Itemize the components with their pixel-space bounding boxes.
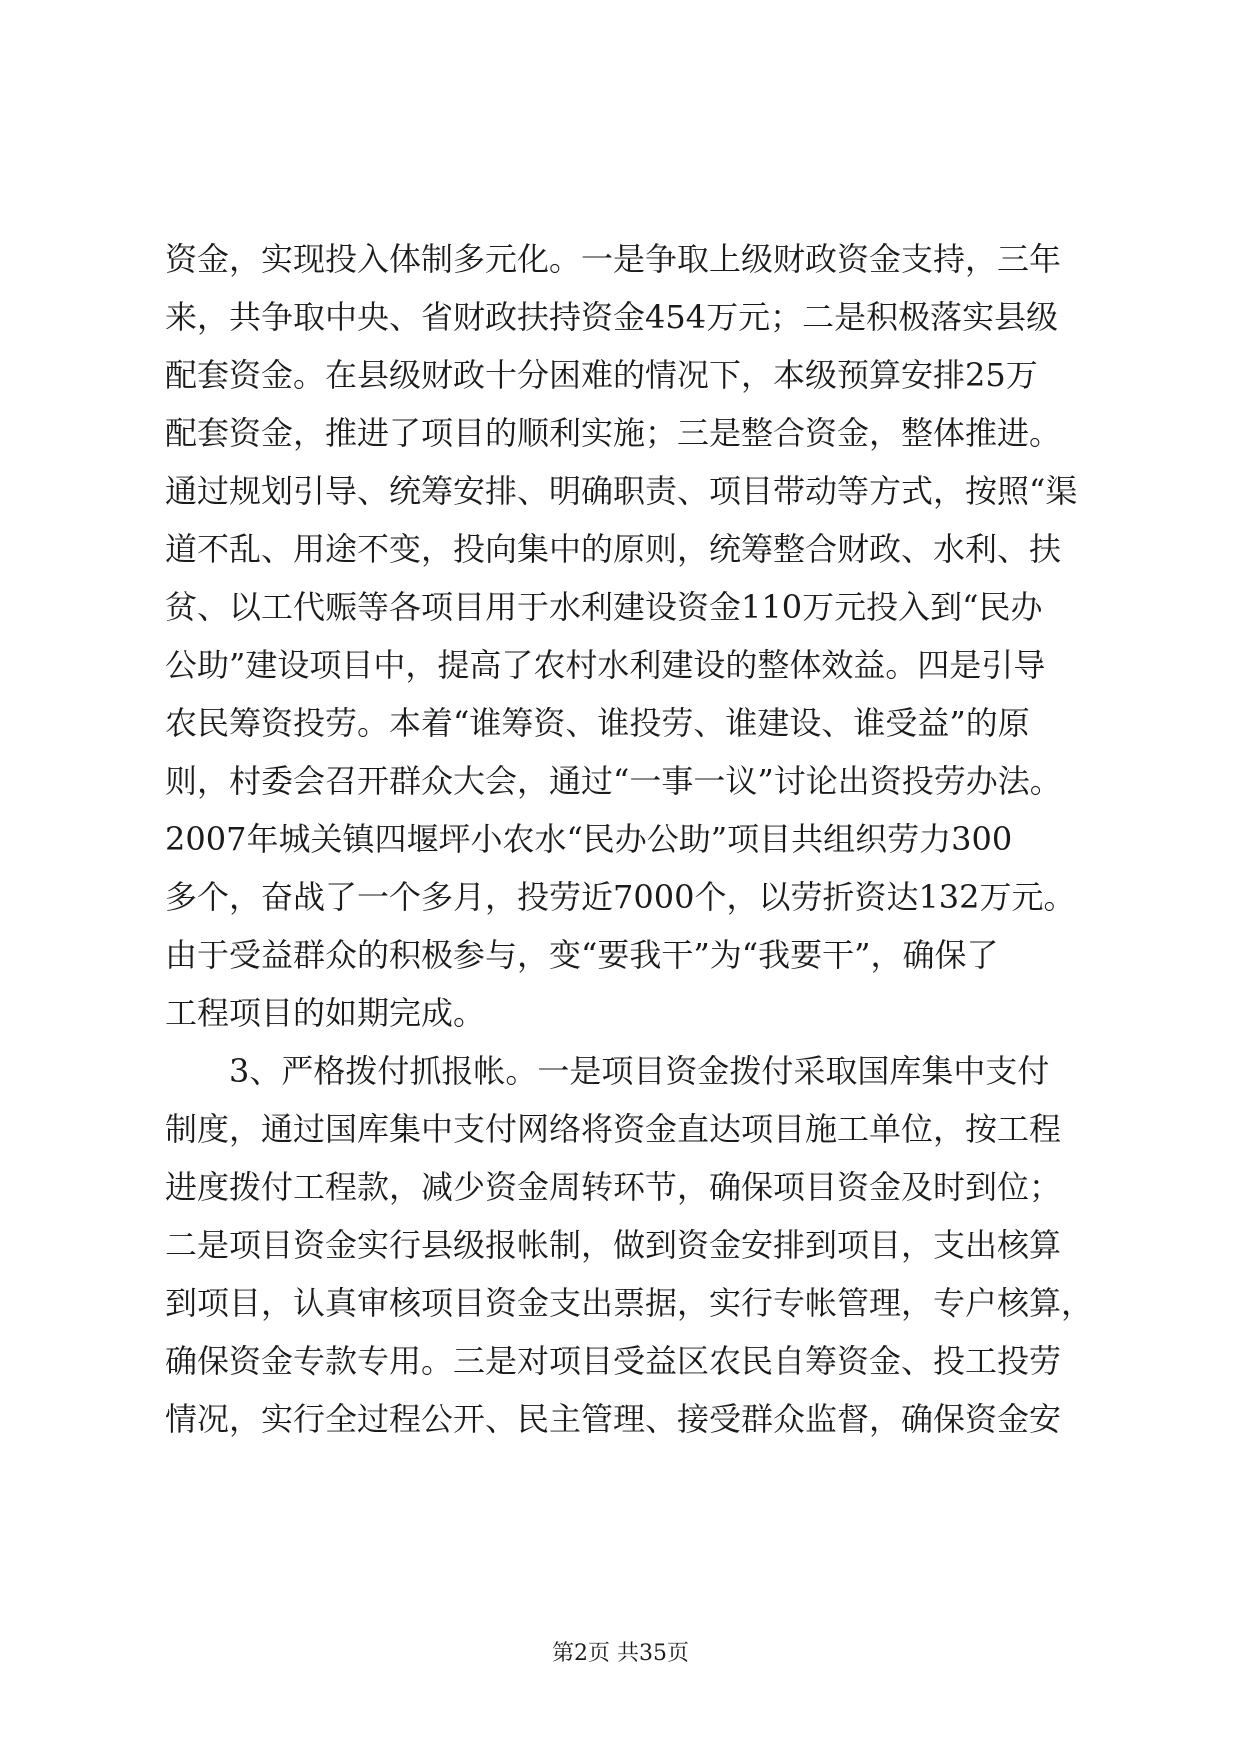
text-line: 进度拨付工程款，减少资金周转环节，确保项目资金及时到位； bbox=[165, 1168, 1062, 1206]
text-line: 贫、以工代赈等各项目用于水利建设资金110万元投入到“民办 bbox=[165, 588, 1043, 626]
paragraph-start-line: 3、严格拨付抓报帐。一是项目资金拨付采取国库集中支付 bbox=[229, 1052, 1050, 1090]
text-line: 道不乱、用途不变，投向集中的原则，统筹整合财政、水利、扶 bbox=[165, 530, 1062, 568]
text-line: 配套资金。在县级财政十分困难的情况下，本级预算安排25万 bbox=[165, 356, 1038, 394]
text-line: 多个，奋战了一个多月，投劳近7000个，以劳折资达132万元。 bbox=[165, 878, 1076, 916]
text-line: 制度，通过国库集中支付网络将资金直达项目施工单位，按工程 bbox=[165, 1110, 1062, 1148]
text-line: 配套资金，推进了项目的顺利实施；三是整合资金，整体推进。 bbox=[165, 414, 1062, 452]
page-number-footer: 第2页 共35页 bbox=[552, 1641, 689, 1666]
text-line: 二是项目资金实行县级报帐制，做到资金安排到项目，支出核算 bbox=[165, 1226, 1062, 1264]
text-line: 工程项目的如期完成。 bbox=[165, 994, 486, 1032]
text-line: 公助”建设项目中，提高了农村水利建设的整体效益。四是引导 bbox=[165, 646, 1046, 684]
text-line: 通过规划引导、统筹安排、明确职责、项目带动等方式，按照“渠 bbox=[165, 472, 1078, 510]
text-line: 确保资金专款专用。三是对项目受益区农民自筹资金、投工投劳 bbox=[165, 1342, 1062, 1380]
text-line: 来，共争取中央、省财政扶持资金454万元；二是积极落实县级 bbox=[165, 298, 1059, 336]
text-line: 2007年城关镇四堰坪小农水“民办公助”项目共组织劳力300 bbox=[165, 820, 1013, 858]
text-line: 由于受益群众的积极参与，变“要我干”为“我要干”，确保了 bbox=[165, 936, 999, 974]
text-line: 情况，实行全过程公开、民主管理、接受群众监督，确保资金安 bbox=[165, 1400, 1062, 1438]
text-line: 则，村委会召开群众大会，通过“一事一议”讨论出资投劳办法。 bbox=[165, 762, 1062, 800]
text-line: 农民筹资投劳。本着“谁筹资、谁投劳、谁建设、谁受益”的原 bbox=[165, 704, 1030, 742]
text-line: 资金，实现投入体制多元化。一是争取上级财政资金支持，三年 bbox=[165, 240, 1062, 278]
text-line: 到项目，认真审核项目资金支出票据，实行专帐管理，专户核算， bbox=[165, 1284, 1094, 1322]
